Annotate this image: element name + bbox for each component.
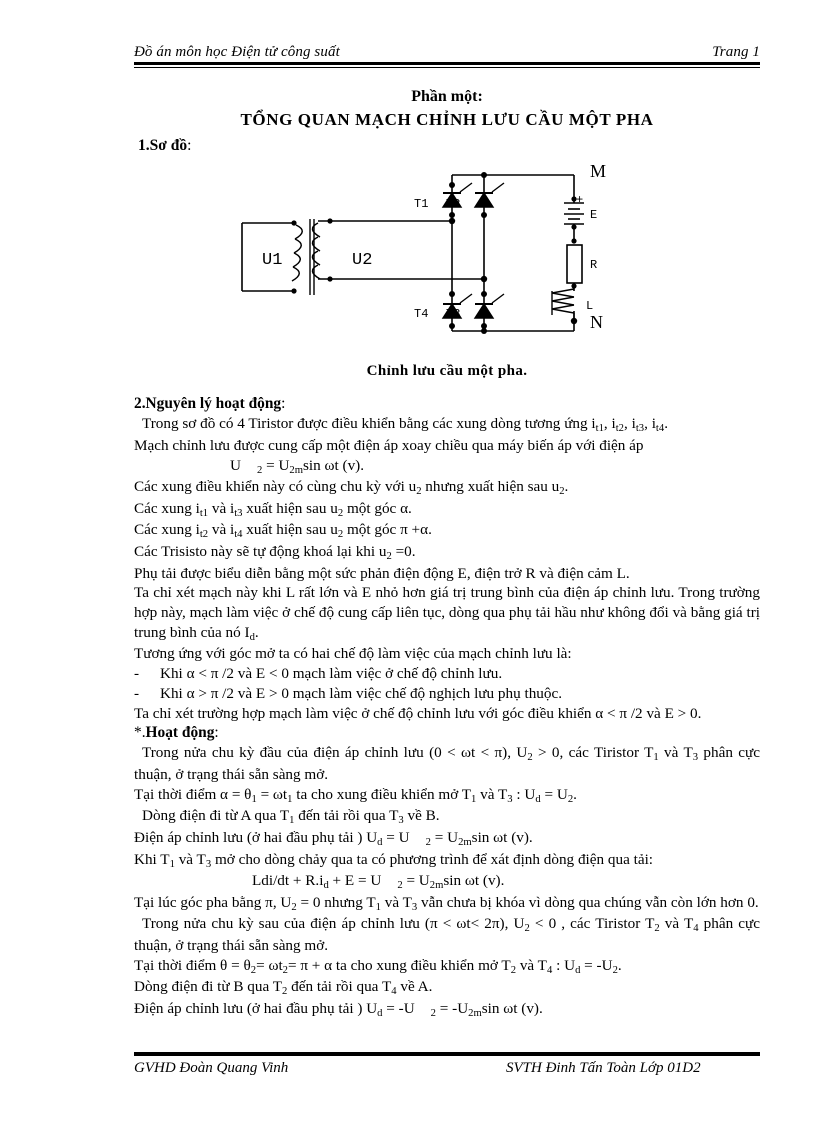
text-run: . <box>573 785 577 803</box>
subscript: t1 <box>595 423 604 434</box>
label-t2: T2 <box>446 197 461 212</box>
paragraph-scope-limit: Ta chỉ xét trường hợp mạch làm việc ở chế độ chỉnh lưu với góc điều khiển α < π /2 và E > 0. <box>134 704 702 722</box>
footer-student: SVTH Đinh Tấn Toàn Lớp 01D2 <box>506 1060 701 1076</box>
section-heading-3 <box>134 723 760 743</box>
text-run: ta cho xung điều khiển mở T <box>292 785 472 803</box>
text-run: mở cho dòng chảy qua ta có phương trình để xát định dòng điện qua tải: <box>211 850 654 868</box>
text-run: = U <box>262 456 290 474</box>
text-run: Các Trisisto này sẽ tự động khoá lại khi u <box>134 542 387 560</box>
label-t3: T3 <box>446 307 461 322</box>
subscript: t4 <box>655 423 665 434</box>
text-run: , i <box>603 415 616 433</box>
label-polarity-plus: + <box>576 193 584 208</box>
section-3-label: Hoạt động <box>145 724 215 742</box>
subscript: t4 <box>234 529 243 541</box>
paragraph-tiristor-pulses <box>134 414 760 436</box>
subscript: 1 <box>653 752 659 764</box>
thyristor-t3 <box>475 294 504 318</box>
resistor-symbol-r <box>567 245 582 283</box>
text-run: vẫn chưa bị khóa vì dòng qua chúng vẫn còn lớn hơn 0. <box>417 893 759 911</box>
document-body <box>134 394 760 1020</box>
footer-advisor: GVHD Đoàn Quang Vinh <box>134 1060 289 1076</box>
text-run: một góc α. <box>343 499 412 517</box>
text-run: và T <box>380 893 412 911</box>
text-run: phân cực thuận, ở trạng thái sẵn sàng mở. <box>134 915 760 954</box>
section-heading-1 <box>138 137 760 155</box>
subscript: 2m <box>468 1007 482 1019</box>
text-run: = U <box>382 828 410 846</box>
paragraph-load-model: Phụ tải được biểu diễn bằng một sức phản điện động E, điện trở R và điện cảm L. <box>134 564 630 582</box>
subscript: 4 <box>391 986 397 998</box>
text-run: =0. <box>391 542 416 560</box>
subscript: 1 <box>169 858 175 870</box>
subscript: 2 <box>397 879 403 891</box>
text-run: = π + α ta cho xung điều khiển mở T <box>287 956 511 974</box>
subscript: 2 <box>416 485 422 497</box>
paragraph-pulse-period <box>134 477 760 499</box>
text-run: = -U <box>580 956 613 974</box>
text-run: Dòng điện đi từ A qua T <box>142 807 290 825</box>
subscript: 2 <box>282 986 288 998</box>
transformer-primary-coil <box>292 225 302 281</box>
paragraph-ac-supply: Mạch chỉnh lưu được cung cấp một điện áp xoay chiều qua máy biến áp với điện áp <box>134 436 644 454</box>
section-1-number: 1. <box>138 137 150 155</box>
text-run: = -U <box>435 999 469 1017</box>
paragraph-auto-lock <box>134 542 760 564</box>
page-title <box>134 87 760 131</box>
label-t1: T1 <box>414 197 429 212</box>
text-run: + E = U <box>328 872 382 890</box>
label-u2: U2 <box>352 251 373 271</box>
paragraph-large-inductance <box>134 583 760 644</box>
subscript: 1 <box>471 793 477 805</box>
subscript: 3 <box>692 752 699 764</box>
text-run: Điện áp chỉnh lưu (ở hai đầu phụ tải ) U <box>134 999 378 1017</box>
text-run: Các xung i <box>134 521 200 539</box>
section-1-label: Sơ đồ <box>149 137 188 155</box>
text-run: > 0, các Tiristor T <box>532 744 654 762</box>
subscript: 2 <box>527 752 533 764</box>
text-run: và T <box>658 744 693 762</box>
text-run: và T <box>659 915 694 933</box>
text-run: Các xung điều khiển này có cùng chu kỳ với u <box>134 478 417 496</box>
page-content <box>134 44 760 1020</box>
subscript: 2 <box>510 964 517 976</box>
text-run: Các xung i <box>134 499 200 517</box>
text-run: . <box>664 415 668 433</box>
text-run: và i <box>208 499 235 517</box>
paragraph-second-halfcycle <box>134 914 760 955</box>
label-terminal-m: M <box>590 161 607 182</box>
subscript: 1 <box>287 793 293 805</box>
label-l: L <box>586 299 594 314</box>
paragraph-current-path-a-b <box>134 806 760 828</box>
label-terminal-n: N <box>590 312 603 333</box>
section-3-colon: : <box>214 724 219 742</box>
text-run: Trong nửa chu kỳ sau của điện áp chỉnh lưu (π < ωt< 2π), U <box>142 915 525 933</box>
text-run: phân cực thuận, ở trạng thái sẵn sàng mở. <box>134 744 760 783</box>
subscript: 3 <box>507 793 513 805</box>
paragraph-output-voltage-pos <box>134 828 760 850</box>
thyristor-t2 <box>475 183 504 207</box>
section-2-number: 2. <box>134 395 146 413</box>
subscript: 2 <box>567 793 574 805</box>
bullet-inverter-mode <box>134 684 760 704</box>
formula-differential <box>134 871 760 893</box>
subscript: 3 <box>205 858 212 870</box>
subscript: d <box>535 793 541 805</box>
paragraph-pulse-t2-t4 <box>134 520 760 542</box>
text-run: và i <box>208 521 235 539</box>
subscript: t2 <box>615 423 624 434</box>
subscript: 2 <box>256 464 263 476</box>
paragraph-diff-equation-intro <box>134 850 760 872</box>
text-run: và T <box>174 850 206 868</box>
header-page-number: Trang 1 <box>712 44 760 60</box>
text-run: sin ωt (v). <box>443 872 505 890</box>
paragraph-current-path-b-a <box>134 977 760 999</box>
subscript: 2 <box>282 964 288 976</box>
subscript: t1 <box>199 507 209 519</box>
footer-divider <box>134 1052 760 1056</box>
section-2-label: Nguyên lý hoạt động <box>145 395 282 413</box>
section-1-colon: : <box>187 137 192 155</box>
text-run: Tại thời điểm α = θ <box>134 785 252 803</box>
page-footer <box>134 1052 760 1077</box>
title-part-label: Phần một: <box>411 88 483 105</box>
inductor-symbol-l <box>552 289 574 321</box>
text-run: Trong sơ đồ có 4 Tiristor được điều khiển bằng các xung dòng tương ứng i <box>142 415 596 433</box>
bullet-dash: - <box>134 665 140 683</box>
header-title: Đồ án môn học Điện tử công suất <box>134 44 340 60</box>
paragraph-pulse-t1-t3 <box>134 499 760 521</box>
text-run: , i <box>624 415 636 433</box>
subscript: t2 <box>199 529 209 541</box>
text-run: = U <box>540 785 568 803</box>
subscript: 4 <box>693 923 699 935</box>
subscript: 2m <box>429 879 444 891</box>
text-run: nhưng xuất hiện sau u <box>421 478 560 496</box>
subscript: 2m <box>289 464 303 476</box>
subscript: d <box>575 964 581 976</box>
text-run: sin ωt (v). <box>481 999 543 1017</box>
text-run: xuất hiện sau u <box>242 521 338 539</box>
label-t4: T4 <box>414 307 429 322</box>
section-2-colon: : <box>281 395 286 413</box>
subscript: 3 <box>411 901 418 913</box>
subscript: 2 <box>386 550 392 562</box>
subscript: d <box>249 631 255 643</box>
subscript: 2 <box>291 901 297 913</box>
label-u1: U1 <box>262 251 283 271</box>
formula-u2 <box>134 456 760 478</box>
title-main: TỔNG QUAN MẠCH CHỈNH LƯU CẦU MỘT PHA <box>240 110 654 130</box>
subscript: 2 <box>425 836 431 848</box>
text-run: về B. <box>403 807 440 825</box>
text-run: Dòng điện đi từ B qua T <box>134 978 283 996</box>
bullet-rectifier-mode <box>134 664 760 684</box>
subscript: d <box>377 836 383 848</box>
text-run: xuất hiện sau u <box>242 499 338 517</box>
text-run: = U <box>402 872 430 890</box>
subscript: 2 <box>250 964 257 976</box>
text-run: Ta chỉ xét mạch này khi L rất lớn và E nhỏ hơn giá trị trung bình của điện áp chỉnh lưu. Trong trường hợp này, mạch làm việc ở chế độ cung cấp liên tục, dòng qua phụ tải hầu như không đổi và bằng giá trị trung bình của nó I <box>134 584 760 641</box>
subscript: 2 <box>337 507 344 519</box>
figure-caption: Chỉnh lưu cầu một pha. <box>366 363 528 380</box>
text-run: và T <box>516 956 547 974</box>
text-run: Khi T <box>134 850 170 868</box>
paragraph-trigger-t1-t3 <box>134 785 760 807</box>
text-run: < 0 , các Tiristor T <box>529 915 655 933</box>
text-run: = U <box>430 828 459 846</box>
text-run: = 0 nhưng T <box>296 893 376 911</box>
bullet-dash: - <box>134 684 140 702</box>
circuit-figure <box>134 161 760 361</box>
subscript: 2 <box>559 485 565 497</box>
text-run: . <box>564 478 569 496</box>
text-run: : U <box>552 956 576 974</box>
subscript: t3 <box>635 423 645 434</box>
subscript: 1 <box>251 793 257 805</box>
subscript: 2 <box>524 923 530 935</box>
text-run: Điện áp chỉnh lưu (ở hai đầu phụ tải ) U <box>134 828 378 846</box>
paragraph-pi-phase <box>134 893 760 915</box>
circuit-diagram-svg <box>234 161 654 351</box>
text-run: và T <box>476 785 508 803</box>
text-run: = -U <box>382 999 415 1017</box>
text-run: : U <box>512 785 536 803</box>
label-r: R <box>590 258 598 273</box>
text-run: một góc π +α. <box>343 521 432 539</box>
text-run: sin ωt (v). <box>303 456 365 474</box>
subscript: t3 <box>234 507 243 519</box>
text-run: đến tải rồi qua T <box>294 807 399 825</box>
bullet-text: Khi α > π /2 và E > 0 mạch làm việc chế độ nghịch lưu phụ thuộc. <box>160 684 563 702</box>
section-3-star: *. <box>134 724 146 742</box>
text-run: Tại lúc góc pha bằng π, U <box>134 893 292 911</box>
bullet-text: Khi α < π /2 và E < 0 mạch làm việc ở chế độ chỉnh lưu. <box>160 665 503 683</box>
text-run: về A. <box>396 978 433 996</box>
paragraph-output-voltage-neg <box>134 999 760 1021</box>
text-run: Ldi/dt + R.i <box>252 872 324 890</box>
subscript: 2m <box>458 836 472 848</box>
junction-dots <box>291 172 577 334</box>
section-heading-2 <box>134 394 760 414</box>
subscript: 4 <box>546 964 553 976</box>
subscript: d <box>323 879 329 891</box>
text-run: đến tải rồi qua T <box>287 978 392 996</box>
subscript: 2 <box>612 964 618 976</box>
subscript: 1 <box>375 901 381 913</box>
text-run: = ωt <box>256 785 288 803</box>
text-run: = ωt <box>256 956 283 974</box>
text-run: . <box>254 623 259 641</box>
text-run: U <box>230 456 241 474</box>
footer-row <box>134 1060 760 1077</box>
text-run: Tại thời điểm θ = θ <box>134 956 251 974</box>
subscript: 1 <box>289 815 295 827</box>
label-e: E <box>590 208 598 223</box>
text-run: , i <box>644 415 656 433</box>
header-divider <box>134 62 760 68</box>
subscript: 2 <box>654 923 660 935</box>
subscript: 2 <box>430 1007 436 1019</box>
subscript: 3 <box>398 815 404 827</box>
subscript: 2 <box>337 529 344 541</box>
paragraph-first-halfcycle <box>134 743 760 784</box>
paragraph-two-modes: Tương ứng với góc mở ta có hai chế độ làm việc của mạch chỉnh lưu là: <box>134 645 572 663</box>
subscript: d <box>377 1007 383 1019</box>
text-run: sin ωt (v). <box>471 828 533 846</box>
page-header <box>134 44 760 62</box>
paragraph-trigger-t2-t4 <box>134 956 760 978</box>
text-run: . <box>617 956 622 974</box>
text-run: Trong nửa chu kỳ đầu của điện áp chỉnh lưu (0 < ωt < π), U <box>142 744 528 762</box>
